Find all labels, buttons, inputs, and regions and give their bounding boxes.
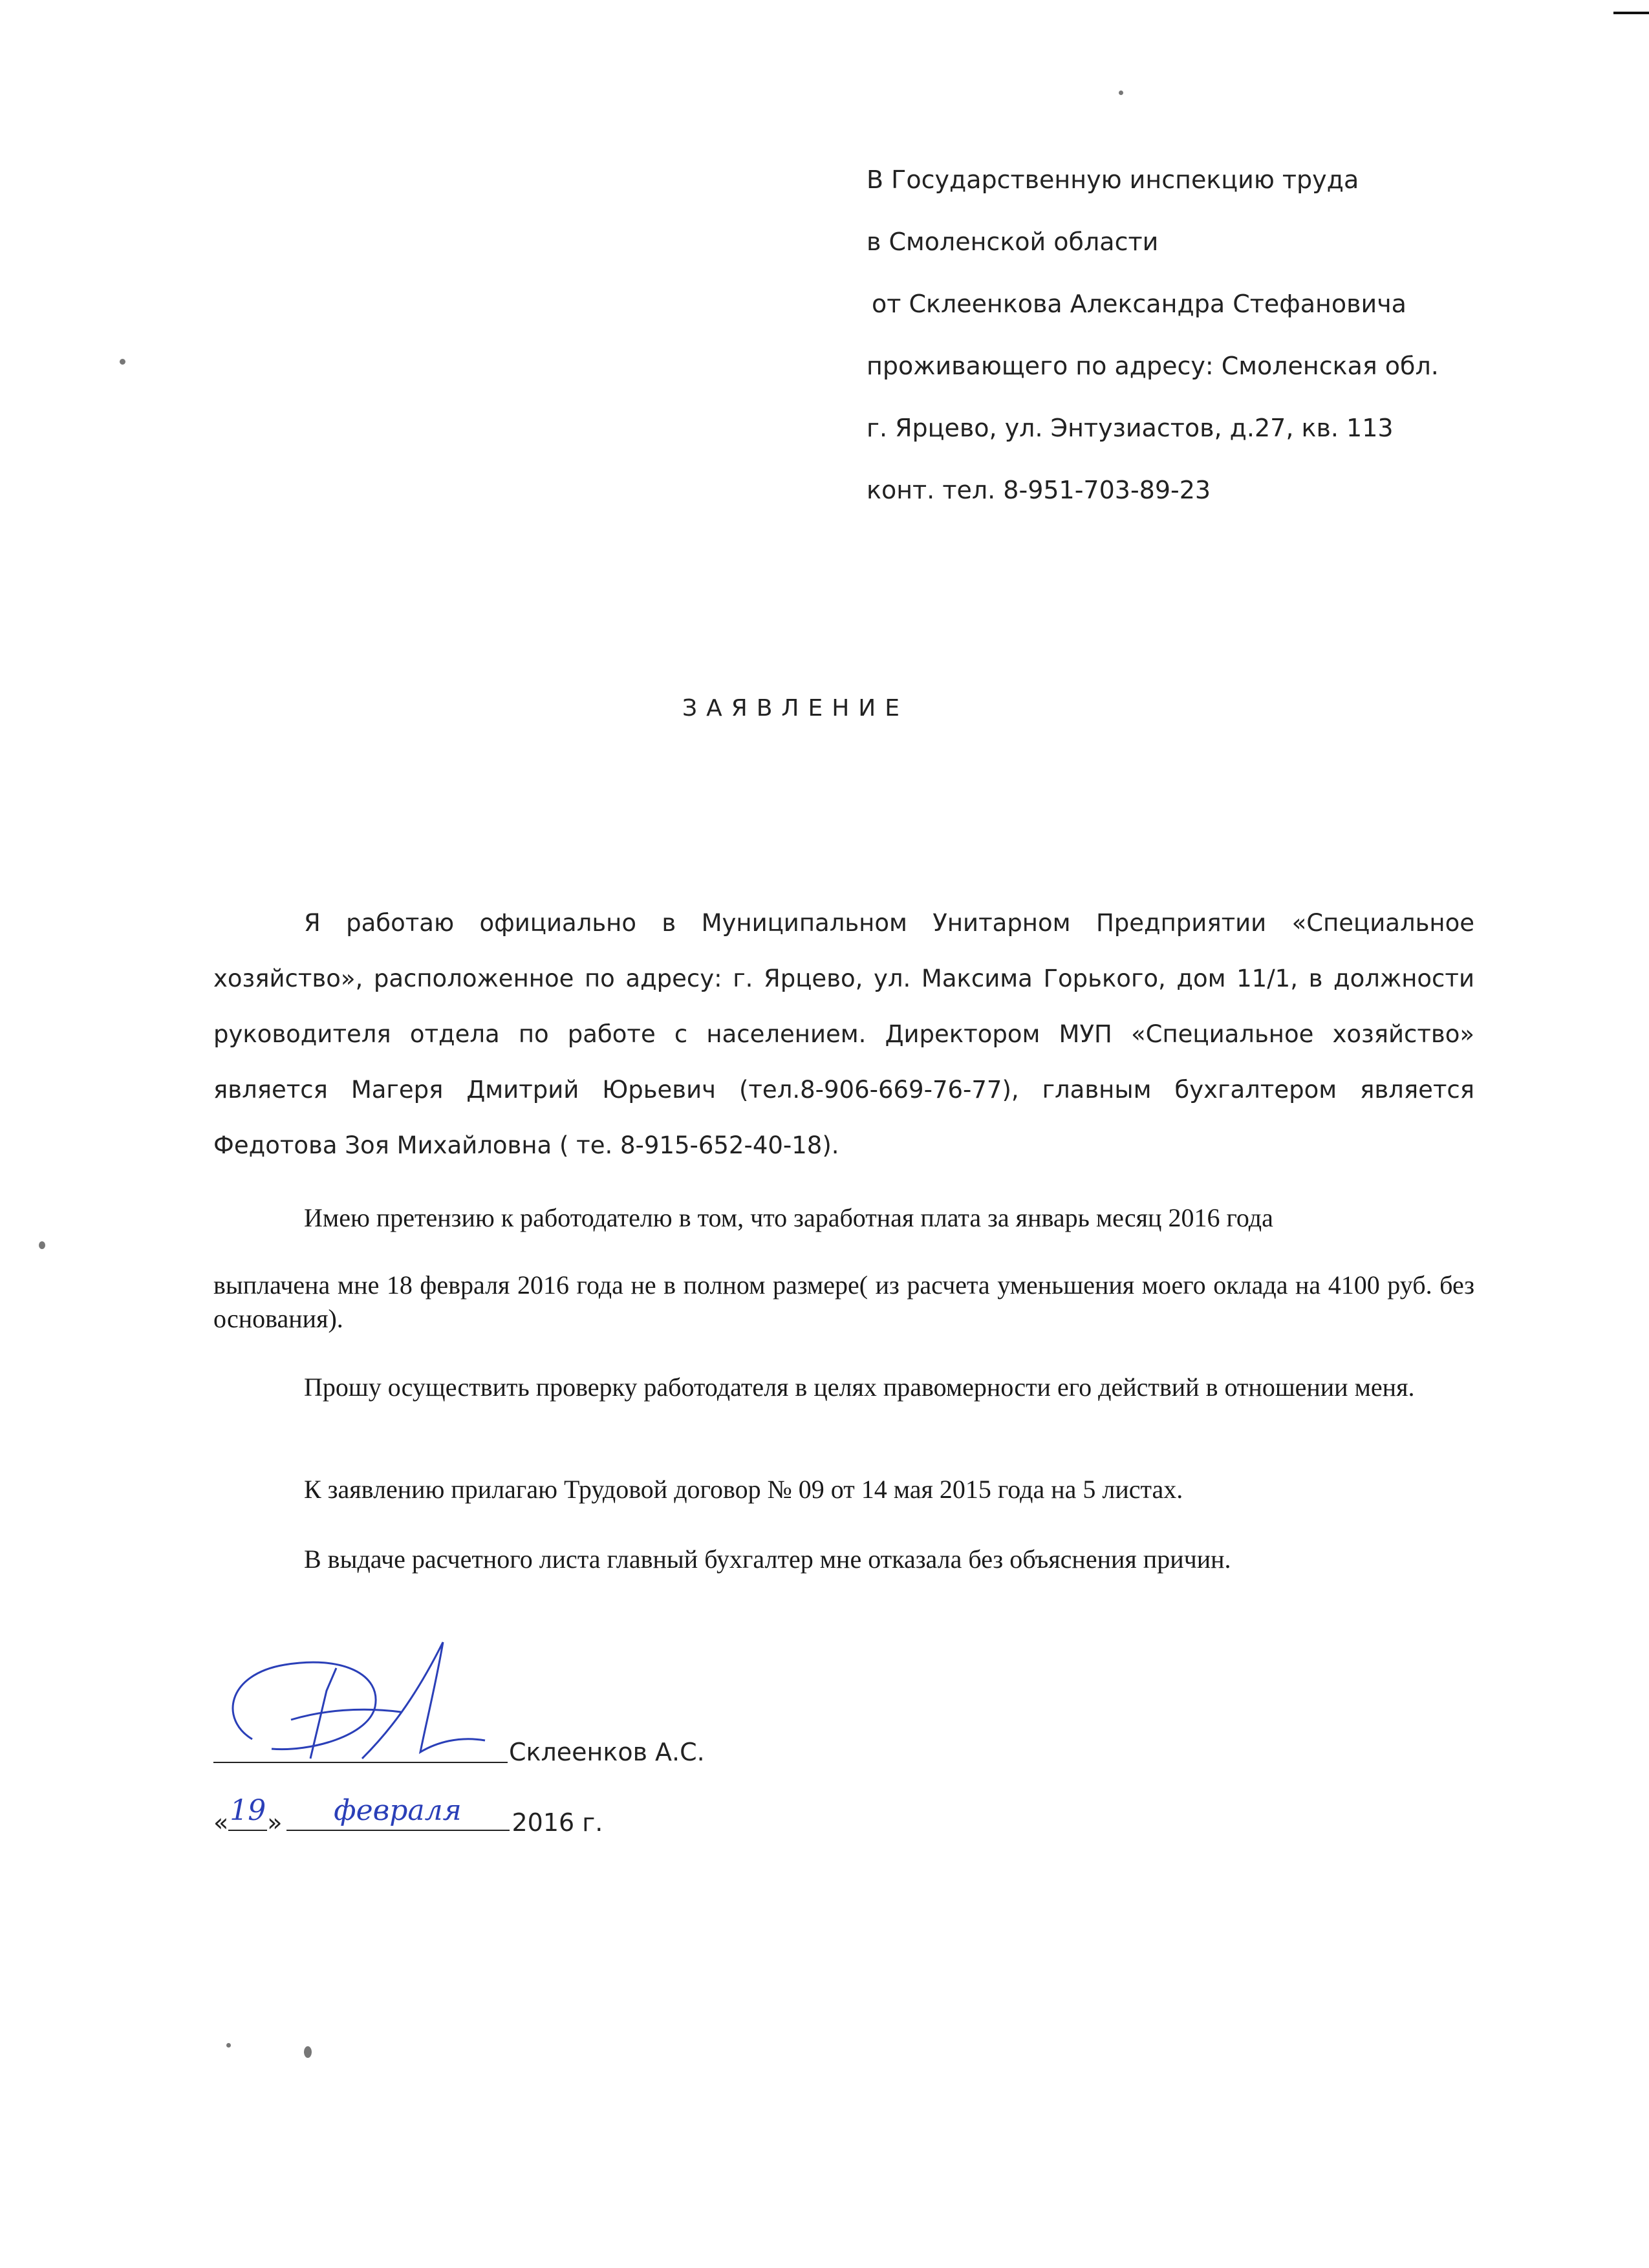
addressee-line: в Смоленской области	[867, 228, 1159, 256]
date-month-handwritten: февраля	[334, 1794, 462, 1827]
addressee-line: г. Ярцево, ул. Энтузиастов, д.27, кв. 113	[867, 414, 1394, 442]
signer-name: Склеенков А.С.	[509, 1738, 705, 1766]
date-day-field	[228, 1794, 267, 1831]
addressee-line: В Государственную инспекцию труда	[867, 166, 1359, 194]
scan-speck	[1119, 91, 1123, 95]
body-paragraph: Прошу осуществить проверку работодателя в целях правомерности его действий в отношении меня.	[304, 1373, 1415, 1402]
scan-speck	[226, 2043, 231, 2048]
scan-speck	[120, 359, 125, 365]
signature-line	[213, 1762, 508, 1763]
document-title: ЗАЯВЛЕНИЕ	[682, 695, 909, 722]
addressee-line: конт. тел. 8-951-703-89-23	[867, 476, 1211, 504]
scan-edge-mark	[1613, 12, 1649, 14]
body-paragraph: В выдаче расчетного листа главный бухгалтер мне отказала без объяснения причин.	[304, 1545, 1231, 1574]
addressee-line: от Склеенкова Александра Стефановича	[872, 290, 1406, 318]
scan-speck	[304, 2046, 312, 2058]
body-paragraph-continued: выплачена мне 18 февраля 2016 года не в полном размере( из расчета уменьшения моего оклада на 4100 руб. без основания).	[213, 1270, 1474, 1333]
date-open-quote: «	[213, 1808, 229, 1837]
handwritten-signature	[213, 1629, 524, 1778]
body-paragraph: К заявлению прилагаю Трудовой договор № 09 от 14 мая 2015 года на 5 листах.	[304, 1475, 1183, 1504]
scan-speck	[39, 1241, 45, 1249]
date-year: 2016 г.	[512, 1808, 603, 1837]
addressee-line: проживающего по адресу: Смоленская обл.	[867, 352, 1439, 380]
date-row	[213, 1794, 603, 1837]
addressee-block	[867, 149, 1513, 521]
date-month-field	[286, 1794, 510, 1831]
date-close-quote: »	[267, 1808, 283, 1837]
body-paragraph-start: Имею претензию к работодателю в том, что заработная плата за январь месяц 2016 года	[304, 1203, 1273, 1232]
date-day-handwritten: 19	[230, 1794, 266, 1827]
body-paragraph: Я работаю официально в Муниципальном Унитарном Предприятии «Специальное хозяйство», расположенное по адресу: г. Ярцево, ул. Максима Горького, дом 11/1, в должности руководителя отдела по работе с населением. Директором МУП «Специальное хозяйство» является Магеря Дмитрий Юрьевич (тел.8-906-669-76-77), главным бухгалтером является Федотова Зоя Михайловна ( те. 8-915-652-40-18).	[213, 909, 1474, 1159]
